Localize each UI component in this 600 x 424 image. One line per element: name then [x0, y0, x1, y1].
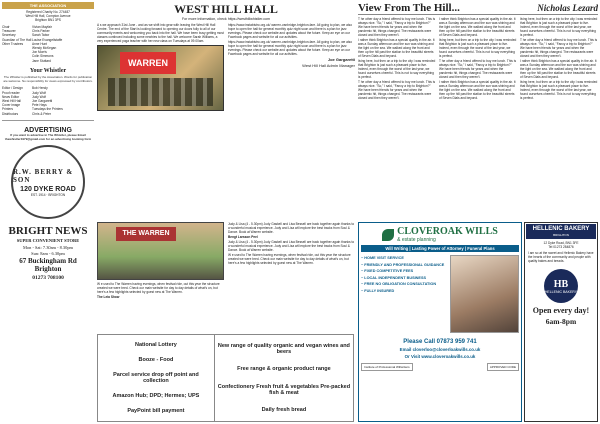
- role-label: Other Trustees: [2, 41, 24, 46]
- role-name: Louise Evangelistaffe: [32, 37, 63, 42]
- association-title: THE ASSOCIATION: [29, 3, 67, 8]
- shop-services-ad: [97, 334, 354, 422]
- role-name: Jane Stuttard: [32, 58, 51, 63]
- product-item: Confectionery Fresh fruit & vegetables Pre-packed fish & meat: [217, 383, 351, 396]
- role-name: Anne Hunt: [32, 41, 48, 46]
- role-name: Joe Gargaretti: [32, 99, 53, 104]
- warren-photo: [97, 45, 224, 111]
- signature-title: West Hill Hall Admin Manager: [302, 63, 355, 68]
- clover-leaf-icon: [382, 229, 394, 241]
- cloveroak-service: ~ LOCAL INDEPENDENT BUSINESS: [361, 275, 427, 280]
- warren-article: [97, 222, 355, 332]
- role-name: Pete Hays: [32, 103, 47, 108]
- hellenic-name: HELLENIC BAKERY: [532, 226, 590, 232]
- warren-text: Judy & Lisa (4 - 5.30pm) Judy Gaskell and Lisa Bessell are back together again thanks to a wonderful musical experience. Judy and Lisa will explore the best tracks from Soul & Dance. Book at Warren website.: [228, 222, 355, 234]
- column-text: T he other day a friend offered to buy me lunch. This is always nice. "So," I said, "Fancy a trip to Brighton?" We have been friends for years and when the pandemic hit, things changed. The restaurants were closed and then they weren't.: [358, 17, 436, 37]
- product-item: New range of quality organic and vegan wines and beers: [217, 342, 350, 355]
- assoc-line: Registered Charity No. 274487: [26, 10, 70, 14]
- bright-news-ad: [2, 225, 94, 281]
- role-row: [2, 59, 94, 63]
- hellenic-hours: 6am-8pm: [545, 317, 577, 326]
- role-name: Tuesdays the Printers: [32, 107, 63, 112]
- service-item: Parcel service drop off point and collection: [113, 371, 199, 384]
- cloveroak-logo: [361, 225, 519, 244]
- association-details: [2, 10, 94, 22]
- role-row: [2, 112, 94, 116]
- bright-news-phone: 01273 708100: [32, 275, 64, 282]
- roles-list: [2, 25, 94, 63]
- cloveroak-phone: Please Call 07873 959 741: [403, 339, 477, 345]
- bright-news-title: BRIGHT NEWS: [8, 225, 88, 238]
- product-item: Daily fresh bread: [261, 407, 307, 414]
- cloveroak-services-list: [361, 255, 447, 333]
- product-item: Free range & organic product range: [237, 366, 331, 373]
- cloveroak-badges: [361, 363, 519, 371]
- team-list: [2, 86, 94, 115]
- column-author: Nicholas Lezard: [537, 3, 598, 13]
- column-text: living here, but then on a trip to the city I was reminded that Brighton is just such a pleasant place to live. Indeed, even through the worst of the last year, we found ourselves cheerful. This is not to say everything is perfect.: [520, 17, 598, 37]
- article-text: A s we approach 31st June - and as we shift into gear with leaving the West Hill Hall Centre. The end of the Start is looking forward to opening our doors fully to all of our community events and welcoming you back into the hall. We have been busy getting most classes continued including some newbies to the hall. We welcome Sarah Williams, a very experienced yoga teacher with her new class on Tuesdays at 09.00am.: [97, 23, 224, 43]
- berry-address: 120 DYKE ROAD: [20, 185, 76, 193]
- cloveroak-website[interactable]: Or Visit www.cloveroakwills.co.uk: [404, 354, 476, 359]
- column-text: I rather think Brighton has a special quality in the air. It was a Sunday afternoon and the sun was shining and the light on the sea. We walked along the front and then up the hill past the station to the beautiful streets of Seven Dials and beyond.: [520, 59, 597, 79]
- cloveroak-service: ~ FRIENDLY AND PROFESSIONAL GUIDANCE: [361, 262, 445, 267]
- column-text: I rather think Brighton has a special quality in the air. It was a Sunday afternoon and the sun was shining and the light on the sea. We walked along the front and then up the hill past the station to the beautiful streets of Seven Dials and beyond.: [439, 17, 516, 37]
- bright-news-city: Brighton: [34, 265, 62, 274]
- assoc-line: West Hill Hall, Compton Avenue: [25, 14, 71, 18]
- role-name: Jon Morris: [32, 50, 47, 55]
- cloveroak-service: ~ FREE NO OBLIGATION CONSULTATION: [361, 282, 437, 287]
- column-text: T he other day a friend offered to buy me lunch. This is always nice. "So," I said, "Fancy a trip to Brighton?" We have been friends for years and when the pandemic hit, things changed. The restaurants were closed and then they weren't.: [439, 59, 517, 79]
- hellenic-body: [526, 239, 596, 266]
- hellenic-address: 12 Dyke Road, BN1 3FE: [543, 241, 579, 245]
- bright-news-subtitle: SUPER CONVENIENT STORE: [16, 238, 80, 244]
- hellenic-bakery-ad: [524, 222, 598, 422]
- photo-figures: [108, 78, 213, 106]
- service-item: PayPoint bill payment: [127, 408, 185, 415]
- warren-sign: THE WARREN: [116, 227, 176, 241]
- berry-son-logo: [11, 145, 85, 219]
- role-label: News Editor: [2, 94, 20, 99]
- bright-news-hours: [2, 245, 94, 257]
- article-subtitle: For more information, check https://westhillwhistler.com: [181, 17, 271, 21]
- warren-text: W e used to The Warren having evenings, when festival ride, out this year the structure created we were bred. Check our main website for day to day details of what's on, but here's a few highlights selected by guest new at The Warren.: [228, 253, 351, 265]
- advertising-text: If you want to advertise in The Whistler, please Email thewhistler1979@gmail.com for an advertising booking form: [4, 132, 92, 141]
- warren-photo: [97, 222, 224, 280]
- hellenic-logo: [544, 269, 578, 303]
- article-text: https://www.instabistro.org.uk/ warren-vanbridge-brighton-fare. All going to plan, we also hope to open the hall for general monthly quiz night soon and there is a plan for jazz evenings. Please check our website and updates about the future. Keep an eye on our Facebook pages and website for all our activities.: [228, 23, 353, 39]
- service-item: Booze - Food: [138, 356, 174, 363]
- cloveroak-service: ~ FIXED COMPETITIVE FEES: [361, 269, 414, 274]
- cloveroak-ad: [358, 222, 522, 422]
- bright-news-address: 67 Buckingham Rd: [19, 257, 77, 266]
- warren-text: W e used to The Warren having evenings, when festival ride, out this year the structure created we were bred. Check our main website for day to day details of what's on, but here's a few highlights selected by guest new at The Warren.: [97, 282, 220, 294]
- role-label: West Hill Hall: [2, 99, 21, 104]
- role-name: Judy Wolf: [32, 90, 46, 95]
- warren-subheading: Bengt Larsson Peel: [228, 235, 258, 239]
- column-header: [358, 2, 598, 15]
- badge: APPROVED CODE: [487, 363, 519, 371]
- association-header: [2, 2, 94, 9]
- role-name: Colin Simmons: [32, 54, 54, 59]
- role-label: Printers: [2, 107, 13, 112]
- photo-sign: WARREN: [120, 52, 176, 74]
- hellenic-open: Open every day!: [532, 306, 590, 315]
- role-label: Cover image: [2, 103, 21, 108]
- whistler-heading: Your Whistler: [29, 67, 67, 74]
- column-text: I rather think Brighton has a special quality in the air. It was a Sunday afternoon and the sun was shining and the light on the sea. We walked along the front and then up the hill past the station to the beautiful streets of Seven Dials and beyond.: [439, 80, 516, 100]
- column-title: View From The Hill...: [358, 2, 460, 14]
- role-name: Chris Parker: [32, 29, 50, 34]
- hellenic-logo-text: HELLENIC BAKERY: [544, 289, 578, 294]
- column-text: T he other day a friend offered to buy me lunch. This is always nice. "So," I said, "Fancy a trip to Brighton?" We have been friends for years and when the pandemic hit, things changed. The restaurants were closed and then they weren't.: [358, 80, 436, 100]
- role-label: Distributors: [2, 111, 19, 116]
- role-label: Guardian of The Hall: [2, 37, 32, 42]
- article-text: https://www.instabistro.org.uk/ warren-vanbridge-brighton-fare. All going to plan, we also hope to open the hall for general monthly quiz night soon and there is a plan for jazz evenings. Please check our website and updates about the future. Keep an eye on our Facebook pages and website for all our activities.: [228, 40, 353, 56]
- whistler-text: The Whistler is published by the Association. Words for publication are welcome. No responsibility for views expressed by contributors.: [3, 74, 93, 83]
- role-name: Judy Wolf: [32, 94, 46, 99]
- berry-est: EST. 1914 · BRIGHTON: [30, 192, 66, 197]
- services-left: [98, 335, 215, 421]
- role-name: Vivian Mayfair: [32, 25, 52, 29]
- cloveroak-name: CLOVEROAK WILLS: [397, 226, 498, 237]
- column-text: living here, but then on a trip to the city I was reminded that Brighton is just such a pleasant place to live. Indeed, even through the worst of the last year, we found ourselves cheerful. This is not to say everything is perfect.: [520, 80, 598, 100]
- advertising-block: [2, 120, 94, 142]
- warren-subheading: The Leia Show: [97, 295, 120, 299]
- role-label: Secretary: [2, 33, 16, 38]
- article-title: WEST HILL HALL: [174, 2, 278, 16]
- role-label: Editor / Design: [2, 86, 23, 91]
- warren-text: Judy & Lisa (4 - 5.30pm) Judy Gaskell and Lisa Bessell are back together again thanks to a wonderful musical experience. Judy and Lisa will explore the best tracks from Soul & Dance. Book at Warren website.: [228, 240, 355, 252]
- cloveroak-email[interactable]: Email cloverloo@cloverloakwills.co.uk: [399, 347, 481, 352]
- cloveroak-photo: [450, 255, 519, 333]
- cloveroak-contact: [361, 339, 519, 359]
- hellenic-phone: Tel 01273 284876: [548, 245, 574, 249]
- hellenic-area: BRIGHTON: [553, 233, 569, 237]
- role-name: Chris & Peter: [32, 111, 51, 116]
- hellenic-header: [526, 224, 596, 239]
- column-text: I rather think Brighton has a special quality in the air. It was a Sunday afternoon and the sun was shining and the light on the sea. We walked along the front and then up the hill past the station to the beautiful streets of Seven Dials and beyond.: [358, 38, 435, 58]
- cloveroak-services-bar: Will Writing | Lasting Power of Attorney | Funeral Plans: [361, 245, 519, 252]
- badge: Institute of Professional Willwriters: [361, 363, 413, 371]
- role-label: Chair: [2, 25, 10, 29]
- role-name: Wendy McKegan: [32, 46, 57, 51]
- cloveroak-tagline: & estate planning: [397, 237, 436, 243]
- cloveroak-service: ~ FULLY INSURED: [361, 288, 395, 293]
- services-right: [215, 335, 353, 421]
- assoc-line: Brighton BN1 3PS: [35, 18, 61, 22]
- role-label: Proof reader: [2, 90, 20, 95]
- hours-line: Sun: 8am - 6.30pm: [31, 251, 65, 257]
- left-sidebar: [2, 2, 94, 422]
- west-hill-hall-article: [97, 2, 355, 220]
- role-label: Treasurer: [2, 29, 16, 34]
- advertising-heading: ADVERTISING: [24, 126, 72, 134]
- hellenic-logo-mark: HB: [553, 278, 569, 290]
- view-from-hill-column: [358, 2, 598, 220]
- column-text: T he other day a friend offered to buy me lunch. This is always nice. "So," I said, "Fancy a trip to Brighton?" We have been friends for years and when the pandemic hit, things changed. The restaurants were closed and then they weren't.: [520, 38, 598, 58]
- role-name: Bob Hendy: [32, 86, 48, 91]
- role-label: [2, 59, 32, 63]
- signature: Joe Gargaretti: [327, 57, 355, 62]
- column-text: living here, but then on a trip to the city I was reminded that Brighton is just such a pleasant place to live. Indeed, even through the worst of the last year, we found ourselves cheerful. This is not to say everything is perfect.: [358, 59, 436, 79]
- column-text: living here, but then on a trip to the city I was reminded that Brighton is just such a pleasant place to live. Indeed, even through the worst of the last year, we found ourselves cheerful. This is not to say everything is perfect.: [439, 38, 517, 58]
- role-name: Sarah Tabor: [32, 33, 50, 38]
- hours-line: Mon - Sat: 7.30am - 8.30pm: [23, 245, 73, 251]
- hellenic-text: I am so at the sweet and Hellenic Bakery have the hearts of the community and people with quality bakes and breads.: [528, 251, 594, 263]
- cloveroak-service: ~ HOME VISIT SERVICE: [361, 256, 404, 260]
- service-item: Amazon Hub; DPD; Hermes; UPS: [112, 393, 200, 400]
- berry-name: R.W. BERRY & SON: [13, 167, 74, 184]
- service-item: National Lottery: [134, 341, 177, 348]
